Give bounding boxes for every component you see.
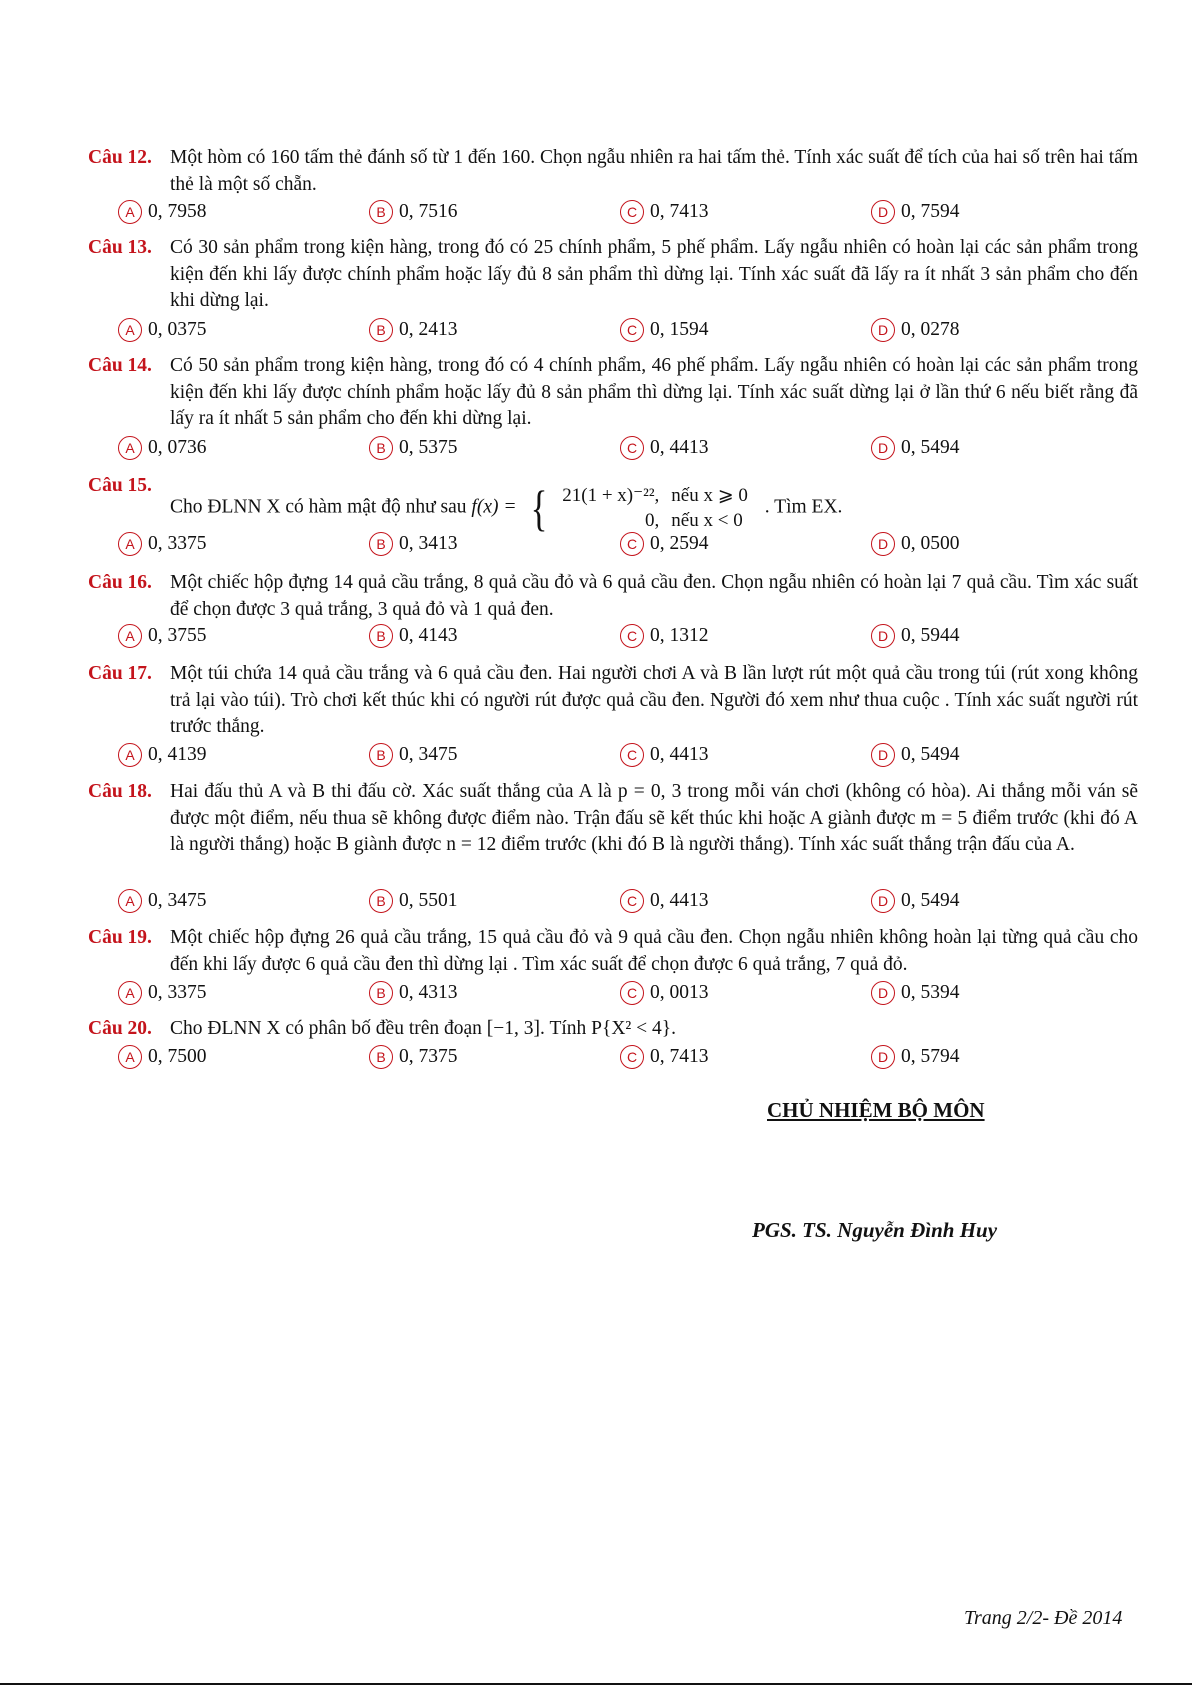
option-a[interactable]	[118, 889, 207, 913]
cases-table	[556, 483, 754, 533]
question-text: Hai đấu thủ A và B thi đấu cờ. Xác suất thắng của A là p = 0, 3 trong mỗi ván chơi (không có hòa). Ai thắng mỗi ván sẽ được một điểm, nếu thua sẽ không được điểm nào. Trận đấu sẽ kết thúc khi hoặc A giành được m = 5 điểm trước (khi đó A là người thắng) hoặc B giành được n = 12 điểm trước (khi đó B là người thắng). Tính xác suất thắng trận đấu của A.	[170, 781, 1138, 855]
option-d[interactable]	[871, 436, 960, 460]
option-letter: B	[369, 532, 393, 556]
option-c[interactable]	[620, 200, 709, 224]
case1-condition: nếu x ⩾ 0	[671, 485, 748, 506]
option-c[interactable]	[620, 889, 709, 913]
option-letter: C	[620, 889, 644, 913]
option-letter: B	[369, 1045, 393, 1069]
option-letter: A	[118, 624, 142, 648]
option-letter: D	[871, 981, 895, 1005]
option-c[interactable]	[620, 743, 709, 767]
option-letter: B	[369, 981, 393, 1005]
option-c[interactable]	[620, 1045, 709, 1069]
option-letter: D	[871, 1045, 895, 1069]
question-text-after: . Tìm EX.	[764, 496, 843, 518]
option-letter: C	[620, 532, 644, 556]
question-number: Câu 16.	[88, 572, 152, 593]
option-value: 0, 0375	[148, 319, 207, 340]
option-value: 0, 4143	[399, 625, 458, 646]
option-b[interactable]	[369, 743, 458, 767]
signature-name: PGS. TS. Nguyễn Đình Huy	[752, 1218, 998, 1242]
option-a[interactable]	[118, 624, 207, 648]
option-value: 0, 5794	[901, 1046, 960, 1067]
question-text: Một hòm có 160 tấm thẻ đánh số từ 1 đến 160. Chọn ngẫu nhiên ra hai tấm thẻ. Tính xác suất để tích của hai số trên hai tấm thẻ là một số chẵn.	[170, 147, 1138, 195]
option-letter: C	[620, 981, 644, 1005]
option-b[interactable]	[369, 200, 458, 224]
options-12	[118, 200, 1118, 228]
option-value: 0, 5375	[399, 437, 458, 458]
option-value: 0, 7594	[901, 201, 960, 222]
option-c[interactable]	[620, 624, 709, 648]
option-letter: B	[369, 889, 393, 913]
options-18	[118, 889, 1118, 917]
question-20	[88, 1016, 1138, 1043]
option-letter: B	[369, 624, 393, 648]
question-19	[88, 925, 1138, 978]
question-number: Câu 20.	[88, 1018, 152, 1039]
option-value: 0, 4413	[650, 890, 709, 911]
option-value: 0, 5394	[901, 982, 960, 1003]
option-letter: B	[369, 200, 393, 224]
question-number: Câu 12.	[88, 147, 152, 168]
option-letter: A	[118, 889, 142, 913]
option-d[interactable]	[871, 1045, 960, 1069]
left-brace: {	[530, 480, 548, 536]
option-value: 0, 7413	[650, 201, 709, 222]
option-letter: B	[369, 436, 393, 460]
option-letter: B	[369, 743, 393, 767]
signature-title: CHỦ NHIỆM BỘ MÔN	[767, 1098, 985, 1122]
option-letter: C	[620, 624, 644, 648]
option-d[interactable]	[871, 981, 960, 1005]
question-12	[88, 145, 1138, 198]
option-value: 0, 3475	[399, 744, 458, 765]
density-function-label: f(x) =	[471, 496, 517, 518]
option-value: 0, 2413	[399, 319, 458, 340]
options-16	[118, 624, 1118, 652]
option-value: 0, 0278	[901, 319, 960, 340]
piecewise-formula	[527, 480, 754, 536]
option-letter: D	[871, 436, 895, 460]
option-value: 0, 3413	[399, 533, 458, 554]
option-value: 0, 7500	[148, 1046, 207, 1067]
option-letter: D	[871, 889, 895, 913]
question-number: Câu 14.	[88, 355, 152, 376]
option-b[interactable]	[369, 981, 458, 1005]
option-value: 0, 5494	[901, 744, 960, 765]
option-value: 0, 7413	[650, 1046, 709, 1067]
option-d[interactable]	[871, 743, 960, 767]
option-value: 0, 5944	[901, 625, 960, 646]
question-text: Một túi chứa 14 quả cầu trắng và 6 quả cầu đen. Hai người chơi A và B lần lượt rút một quả cầu trong túi (rút xong không trả lại vào túi). Trò chơi kết thúc khi có người rút được quả cầu đen. Người đó xem như thua cuộc . Tính xác suất người rút trước thắng.	[170, 663, 1138, 737]
option-value: 0, 5494	[901, 890, 960, 911]
option-a[interactable]	[118, 1045, 207, 1069]
option-letter: A	[118, 200, 142, 224]
option-letter: C	[620, 743, 644, 767]
option-letter: D	[871, 743, 895, 767]
option-value: 0, 5501	[399, 890, 458, 911]
option-b[interactable]	[369, 1045, 458, 1069]
case2-expression: 0,	[645, 510, 660, 531]
option-value: 0, 0736	[148, 437, 207, 458]
option-value: 0, 0500	[901, 533, 960, 554]
question-text: Có 30 sản phẩm trong kiện hàng, trong đó có 25 chính phẩm, 5 phế phẩm. Lấy ngẫu nhiên có hoàn lại các sản phẩm trong kiện đến khi lấy được chính phẩm hoặc lấy đủ 8 sản phẩm thì dừng lại. Tính xác suất đã lấy ra ít nhất 3 sản phẩm cho đến khi dừng lại.	[170, 237, 1138, 311]
option-b[interactable]	[369, 532, 458, 556]
option-letter: D	[871, 318, 895, 342]
question-13	[88, 235, 1138, 315]
option-value: 0, 3375	[148, 982, 207, 1003]
question-text: Một chiếc hộp đựng 26 quả cầu trắng, 15 quả cầu đỏ và 9 quả cầu đen. Chọn ngẫu nhiên không hoàn lại từng quả cầu cho đến khi lấy được 6 quả cầu đen thì dừng lại . Tìm xác suất để chọn được 6 quả trắng, 7 quả đỏ.	[170, 927, 1138, 975]
option-d[interactable]	[871, 624, 960, 648]
option-letter: A	[118, 1045, 142, 1069]
question-18	[88, 779, 1138, 859]
option-d[interactable]	[871, 532, 960, 556]
option-a[interactable]	[118, 436, 207, 460]
option-value: 0, 3375	[148, 533, 207, 554]
option-a[interactable]	[118, 532, 207, 556]
option-c[interactable]	[620, 436, 709, 460]
option-value: 0, 3755	[148, 625, 207, 646]
option-letter: C	[620, 436, 644, 460]
option-letter: A	[118, 532, 142, 556]
option-a[interactable]	[118, 200, 207, 224]
question-text	[170, 473, 1138, 536]
option-value: 0, 3475	[148, 890, 207, 911]
question-text: Cho ĐLNN X có phân bố đều trên đoạn [−1, 3]. Tính P{X² < 4}.	[170, 1018, 677, 1039]
question-14	[88, 353, 1138, 433]
options-13	[118, 318, 1118, 346]
case1-expression: 21(1 + x)⁻²²,	[562, 485, 660, 506]
question-number: Câu 17.	[88, 663, 152, 684]
option-b[interactable]	[369, 624, 458, 648]
options-20	[118, 1045, 1118, 1073]
option-b[interactable]	[369, 436, 458, 460]
page-footer: Trang 2/2- Đề 2014	[964, 1607, 1123, 1629]
option-c[interactable]	[620, 318, 709, 342]
question-number: Câu 19.	[88, 927, 152, 948]
option-letter: A	[118, 981, 142, 1005]
option-value: 0, 4413	[650, 744, 709, 765]
option-value: 0, 0013	[650, 982, 709, 1003]
option-value: 0, 1594	[650, 319, 709, 340]
question-16	[88, 570, 1138, 623]
option-letter: B	[369, 318, 393, 342]
option-letter: C	[620, 1045, 644, 1069]
option-b[interactable]	[369, 889, 458, 913]
question-15	[88, 473, 1138, 536]
question-number: Câu 15.	[88, 475, 152, 496]
option-c[interactable]	[620, 532, 709, 556]
question-number: Câu 13.	[88, 237, 152, 258]
option-letter: A	[118, 743, 142, 767]
option-d[interactable]	[871, 318, 960, 342]
option-a[interactable]	[118, 743, 207, 767]
option-value: 0, 7516	[399, 201, 458, 222]
option-letter: D	[871, 624, 895, 648]
option-value: 0, 4313	[399, 982, 458, 1003]
option-letter: C	[620, 200, 644, 224]
option-letter: A	[118, 436, 142, 460]
option-value: 0, 7375	[399, 1046, 458, 1067]
options-19	[118, 981, 1118, 1009]
option-letter: D	[871, 200, 895, 224]
option-letter: C	[620, 318, 644, 342]
question-text-before: Cho ĐLNN X có hàm mật độ như sau	[170, 496, 467, 518]
options-17	[118, 743, 1118, 771]
option-letter: D	[871, 532, 895, 556]
option-d[interactable]	[871, 200, 960, 224]
question-text: Một chiếc hộp đựng 14 quả cầu trắng, 8 quả cầu đỏ và 6 quả cầu đen. Chọn ngẫu nhiên có hoàn lại 7 quả cầu. Tìm xác suất để chọn được 3 quả trắng, 3 quả đỏ và 1 quả đen.	[170, 572, 1138, 620]
option-b[interactable]	[369, 318, 458, 342]
option-a[interactable]	[118, 318, 207, 342]
option-value: 0, 4413	[650, 437, 709, 458]
question-number: Câu 18.	[88, 781, 152, 802]
question-17	[88, 661, 1138, 741]
options-14	[118, 436, 1118, 464]
option-a[interactable]	[118, 981, 207, 1005]
option-d[interactable]	[871, 889, 960, 913]
option-value: 0, 2594	[650, 533, 709, 554]
option-value: 0, 5494	[901, 437, 960, 458]
option-value: 0, 1312	[650, 625, 709, 646]
option-value: 0, 7958	[148, 201, 207, 222]
options-15	[118, 532, 1118, 560]
option-value: 0, 4139	[148, 744, 207, 765]
question-text: Có 50 sản phẩm trong kiện hàng, trong đó có 4 chính phẩm, 46 phế phẩm. Lấy ngẫu nhiên có hoàn lại các sản phẩm trong kiện đến khi lấy được chính phẩm hoặc lấy đủ 8 sản phẩm thì dừng lại. Tính xác suất dừng lại ở lần thứ 6 nếu biết rằng đã lấy ra ít nhất 5 sản phẩm cho đến khi dừng lại.	[170, 355, 1138, 429]
option-c[interactable]	[620, 981, 709, 1005]
option-letter: A	[118, 318, 142, 342]
case2-condition: nếu x < 0	[671, 510, 743, 531]
